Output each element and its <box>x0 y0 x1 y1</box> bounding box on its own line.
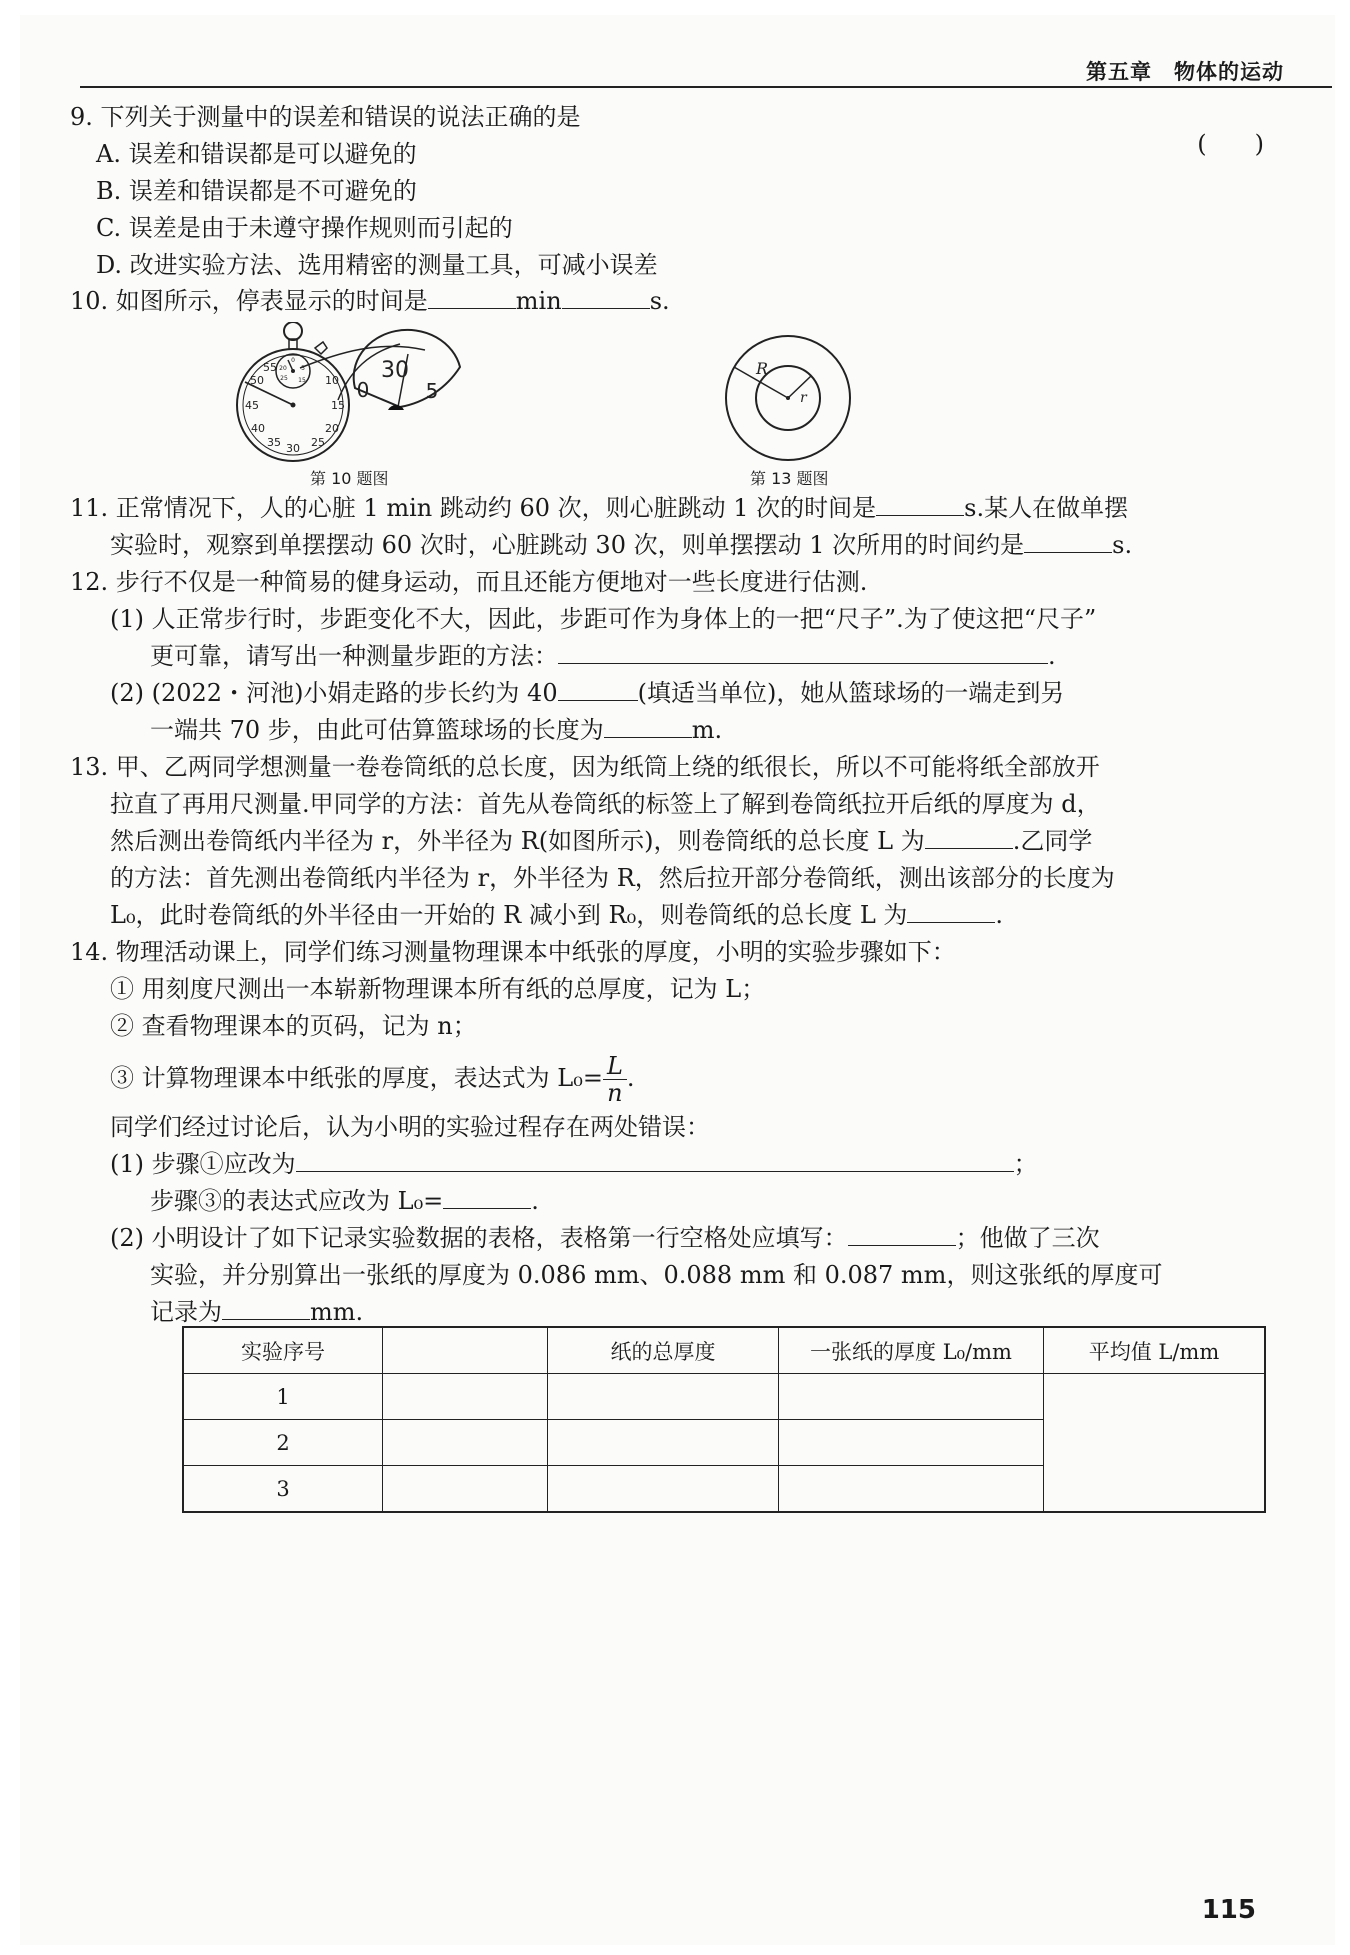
q10-unit-min: min <box>515 287 562 315</box>
minute-dial-label: 5 <box>301 365 305 372</box>
fraction-denominator: n <box>607 1079 623 1107</box>
minute-dial-label: 25 <box>280 375 288 382</box>
q12-part1-line2 <box>150 639 1056 673</box>
q12-text: m. <box>691 716 723 744</box>
table-header-blank[interactable] <box>383 1327 548 1374</box>
q13-text: 然后测出卷筒纸内半径为 r，外半径为 R(如图所示)，则卷筒纸的总长度 L 为 <box>110 827 925 855</box>
fig10-caption: 第 10 题图 <box>310 469 389 488</box>
q13-text: . <box>995 901 1004 929</box>
q14-stem: 14. 物理活动课上，同学们练习测量物理课本中纸张的厚度，小明的实验步骤如下： <box>70 938 956 966</box>
q14-text: (2) 小明设计了如下记录实验数据的表格，表格第一行空格处应填写： <box>110 1224 848 1252</box>
table-cell[interactable] <box>779 1420 1044 1466</box>
q13-text: L₀，此时卷筒纸的外半径由一开始的 R 减小到 R₀，则卷筒纸的总长度 L 为 <box>110 901 908 929</box>
q10-blank-s[interactable] <box>562 284 650 309</box>
q14-blank-header[interactable] <box>848 1221 956 1246</box>
dial-label: 30 <box>286 442 300 455</box>
q14-part1-line1 <box>110 1147 1038 1181</box>
minute-dial-label: 0 <box>291 357 295 364</box>
header-rule <box>80 86 1332 88</box>
q13-line4: 的方法：首先测出卷筒纸内半径为 r，外半径为 R，然后拉开部分卷筒纸，测出该部分的长度为 <box>110 864 1115 892</box>
q10-prefix: 10. 如图所示，停表显示的时间是 <box>70 287 428 315</box>
q14-text: 记录为 <box>150 1298 222 1326</box>
q12-blank-length[interactable] <box>604 713 692 738</box>
row-index: 2 <box>183 1420 383 1466</box>
q9-option-d: D. 改进实验方法、选用精密的测量工具，可减小误差 <box>96 251 658 279</box>
label-r: r <box>800 390 807 406</box>
q14-part1-line2 <box>150 1184 539 1218</box>
page-number: 115 <box>1201 1895 1256 1925</box>
q12-part1-line1: (1) 人正常步行时，步距变化不大，因此，步距可作为身体上的一把“尺子”.为了使这把“尺子” <box>110 605 1097 633</box>
dial-label: 50 <box>250 374 264 387</box>
table-cell[interactable] <box>383 1466 548 1513</box>
q14-part2-line2: 实验，并分别算出一张纸的厚度为 0.086 mm、0.088 mm 和 0.087 mm，则这张纸的厚度可 <box>150 1261 1163 1289</box>
q14-text: . <box>531 1187 539 1215</box>
q12-text: 一端共 70 步，由此可估算篮球场的长度为 <box>150 716 604 744</box>
q13-blank-2[interactable] <box>907 898 995 923</box>
q14-part2-line3 <box>150 1295 363 1329</box>
q11-line1 <box>70 491 1128 525</box>
q14-blank-result[interactable] <box>222 1295 310 1320</box>
q14-text: mm. <box>310 1298 364 1326</box>
q12-text: (2) (2022・河池)小娟走路的步长约为 40 <box>110 679 558 707</box>
table-row <box>183 1374 1265 1420</box>
q11-text: 11. 正常情况下，人的心脏 1 min 跳动约 60 次，则心脏跳动 1 次的时间是 <box>70 494 877 522</box>
q10-line <box>70 284 670 318</box>
dial-label: 25 <box>311 436 325 449</box>
q13-blank-1[interactable] <box>925 824 1013 849</box>
q11-line2 <box>110 528 1132 562</box>
q12-stem: 12. 步行不仅是一种简易的健身运动，而且还能方便地对一些长度进行估测. <box>70 568 868 596</box>
table-cell[interactable] <box>548 1374 779 1420</box>
q14-text: ；他做了三次 <box>955 1224 1100 1252</box>
table-cell[interactable] <box>548 1466 779 1513</box>
minute-dial-label: 15 <box>298 377 306 384</box>
q14-fraction <box>603 1053 627 1106</box>
q12-text: 更可靠，请写出一种测量步距的方法： <box>150 642 558 670</box>
row-index: 3 <box>183 1466 383 1513</box>
q11-text: s.某人在做单摆 <box>964 494 1129 522</box>
q14-step3 <box>110 1052 635 1106</box>
q14-blank-expression[interactable] <box>443 1184 531 1209</box>
table-header: 一张纸的厚度 L₀/mm <box>779 1327 1044 1374</box>
table-header: 平均值 L/mm <box>1044 1327 1266 1374</box>
fraction-numerator: L <box>603 1053 627 1080</box>
q14-text: 步骤③的表达式应改为 L₀= <box>150 1187 444 1215</box>
dial-label: 45 <box>245 399 259 412</box>
dial-label: 55 <box>263 361 277 374</box>
q14-text: (1) 步骤①应改为 <box>110 1150 296 1178</box>
q12-text: (填适当单位)，她从篮球场的一端走到另 <box>637 679 1065 707</box>
q9-option-a: A. 误差和错误都是可以避免的 <box>96 140 417 168</box>
q12-blank-unit[interactable] <box>558 676 638 701</box>
zoom-label-0: 0 <box>356 378 370 402</box>
q11-blank-2[interactable] <box>1024 528 1112 553</box>
dial-label: 20 <box>325 422 339 435</box>
q10-blank-min[interactable] <box>428 284 516 309</box>
dial-label: 35 <box>267 436 281 449</box>
q14-blank-step1[interactable] <box>296 1147 1014 1172</box>
table-cell[interactable] <box>548 1420 779 1466</box>
q13-line2: 拉直了再用尺测量.甲同学的方法：首先从卷筒纸的标签上了解到卷筒纸拉开后纸的厚度为 d， <box>110 790 1101 818</box>
q14-step1: ① 用刻度尺测出一本崭新物理课本所有纸的总厚度，记为 L； <box>110 975 766 1003</box>
q10-unit-s: s. <box>649 287 670 315</box>
q9-stem: 9. 下列关于测量中的误差和错误的说法正确的是 <box>70 103 581 131</box>
fig13-caption: 第 13 题图 <box>750 469 829 488</box>
table-cell[interactable] <box>383 1420 548 1466</box>
chapter-title: 第五章 物体的运动 <box>1086 60 1284 84</box>
q12-part2-line2 <box>150 713 722 747</box>
q14-text: ③ 计算物理课本中纸张的厚度，表达式为 L₀= <box>110 1064 603 1092</box>
table-cell[interactable] <box>779 1466 1044 1513</box>
page-header <box>0 0 1350 90</box>
experiment-table <box>182 1326 1266 1513</box>
q9-option-c: C. 误差是由于未遵守操作规则而引起的 <box>96 214 513 242</box>
roll-figure <box>722 334 862 464</box>
table-cell[interactable] <box>383 1374 548 1420</box>
q9-answer-paren[interactable]: ( ) <box>1197 130 1264 158</box>
q14-discuss: 同学们经过讨论后，认为小明的实验过程存在两处错误： <box>110 1113 710 1141</box>
q13-text: .乙同学 <box>1012 827 1093 855</box>
q14-text: ； <box>1013 1150 1038 1178</box>
q9-option-b: B. 误差和错误都是不可避免的 <box>96 177 417 205</box>
q13-line5 <box>110 898 1003 932</box>
q12-blank-method[interactable] <box>558 639 1048 664</box>
dial-label: 15 <box>331 399 345 412</box>
row-index: 1 <box>183 1374 383 1420</box>
q13-line1: 13. 甲、乙两同学想测量一卷卷筒纸的总长度，因为纸筒上绕的纸很长，所以不可能将纸全部放开 <box>70 753 1100 781</box>
table-cell[interactable] <box>779 1374 1044 1420</box>
q11-text: s. <box>1112 531 1133 559</box>
q11-text: 实验时，观察到单摆摆动 60 次时，心脏跳动 30 次，则单摆摆动 1 次所用的时间约是 <box>110 531 1025 559</box>
stopwatch-figure <box>230 322 470 462</box>
average-cell[interactable] <box>1044 1374 1266 1513</box>
zoom-label-30: 30 <box>381 358 409 383</box>
minute-dial-label: 20 <box>279 365 287 372</box>
zoom-label-5: 5 <box>425 379 439 403</box>
table-header: 纸的总厚度 <box>548 1327 779 1374</box>
table-header: 实验序号 <box>183 1327 383 1374</box>
q13-line3 <box>110 824 1092 858</box>
q11-blank-1[interactable] <box>876 491 964 516</box>
q12-part2-line1 <box>110 676 1064 710</box>
label-R: R <box>756 359 769 378</box>
q14-part2-line1 <box>110 1221 1100 1255</box>
stopwatch-crown <box>284 322 302 340</box>
table-header-row <box>183 1327 1265 1374</box>
q14-step2: ② 查看物理课本的页码，记为 n； <box>110 1012 477 1040</box>
dial-label: 10 <box>325 374 339 387</box>
dial-label: 40 <box>251 422 265 435</box>
q14-text: . <box>626 1064 635 1092</box>
q12-text: . <box>1048 642 1056 670</box>
